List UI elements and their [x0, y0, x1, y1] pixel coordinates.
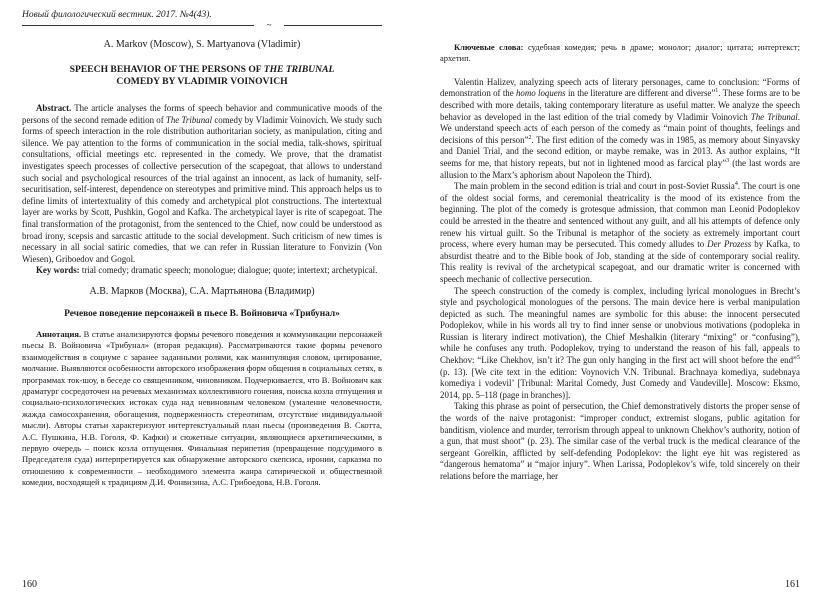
p1-italic1: homo loquens — [515, 88, 566, 99]
paragraph-3 — [440, 286, 800, 402]
keywords-label: Key words: — [36, 265, 80, 276]
keywords-ru — [440, 42, 800, 65]
footnote-ref-5: 5 — [797, 355, 800, 362]
keywords-text: trial comedy; dramatic speech; monologue; dialogue; quote; intertext; archetypical. — [79, 265, 378, 276]
p1-f: (the last words are allusion to the Marx’s aphorism about Napoleon the Third). — [440, 157, 800, 180]
annotation-text: В статье анализируются формы речевого поведения и коммуникации персонажей пьесы В. Войновича «Трибунал» (вторая редакция). Рассматриваются такие формы речевого взаимодействия в социуме с заранее заданными ролями, как манипуляция словом, цитирование, молчание. Выявляются особенности авторского изображения форм общения в социальных сетях, в программах ток-шоу, в беседе со священником, чиновником. Подчеркивается, что В. Войнович как драматург сосредоточен на речевых механизмах коллективного гонения, поиска козла отпущения и социально-психологических истоках суда над невиновным человеком (умаление человечности, жажда самосохранения, обогащения, подверженность стереотипам, отсутствие индивидуальной мысли). Авторы статьи характеризуют интертекстуальный план пьесы (произведения В. Скотта, А.С. Пушкина, Н.В. Гоголя, Ф. Кафки) и сюжетные ситуации, являющиеся архетипическими, в первую очередь – поиск козла отпущения. Финальная перипетия (превращение подсудимого в Председателя суда) интерпретируется как обнаружение авторского скепсиса, иронии, сарказма по отношению к современности – необходимого элемента жанра сатирической и общественной комедии, восходящей к традициям Д.И. Фонвизина, А.С. Грибоедова, Н.В. Гоголя. — [22, 328, 382, 488]
footnote-ref-2: 2 — [528, 134, 532, 141]
title-en-italic: THE TRIBUNAL — [263, 64, 335, 75]
left-page — [22, 0, 382, 609]
p2-italic: Der Prozess — [707, 239, 752, 250]
p1-italic2: The Tribunal — [750, 111, 798, 122]
header-ornament: ~ — [254, 20, 284, 30]
p1-c: . These forms are to be described with more details, taking contemporary literature as useful matter. We analyze the speech behavior as developed in the last edition of the trial comedy by Vladimir Voinovich — [440, 88, 800, 122]
annotation-ru — [22, 329, 382, 489]
p1-a: Valentin Halizev, analyzing speech acts of literary personages, came to conclusion: “Forms of demonstration of the — [440, 76, 800, 99]
title-en-part1: SPEECH BEHAVIOR OF THE PERSONS OF — [69, 64, 264, 75]
annotation-ru-block — [22, 329, 382, 489]
title-en-part2: COMEDY BY VLADIMIR VOINOVICH — [116, 76, 288, 87]
p3-b: (p. 13). [We cite text in the edition: Voynovich V.N. Tribunal. Brachnaya komediya, sudebnaya komediya i vodevil’ [Tribunal: Marital Comedy, Just Comedy and Vaudeville]. Moscow: Eksmo, 2014, pp. 5–118 (page in branches)]. — [440, 366, 800, 400]
running-header: Новый филологический вестник. 2017. №4(43). — [22, 10, 212, 20]
keywords-ru-label: Ключевые слова: — [454, 42, 524, 52]
footnote-ref-3: 3 — [726, 158, 730, 164]
abstract-text-a: The article analyses the forms of speech behavior and communicative moods of the persons of the second remade edition of — [22, 103, 382, 125]
right-page — [440, 0, 800, 609]
authors-ru: А.В. Марков (Москва), С.А. Мартьянова (Владимир) — [89, 285, 315, 297]
keywords-en — [22, 265, 382, 277]
p1-e: . The first edition of the comedy was in 1985, as memory about Sinyavsky and Daniel Trial, and the second edition, or maybe remake, was in 2013. As author explains, “It seems for me, that history repeats, but not in lightened mood as farcical play” — [440, 134, 800, 168]
footnote-ref-4: 4 — [734, 181, 738, 188]
header-rule — [22, 25, 382, 26]
p2-a: The main problem in the second edition is trial and court in post-Soviet Russia — [454, 181, 735, 192]
p1-b: in the literature are different and diverse” — [565, 88, 716, 99]
paragraph-1 — [440, 77, 800, 181]
abstract-italic: The Tribunal — [165, 114, 213, 125]
right-content — [440, 42, 800, 483]
abstract-en — [22, 103, 382, 265]
paragraph-2 — [440, 181, 800, 285]
keywords-ru-block — [440, 42, 800, 65]
page-number-left: 160 — [22, 579, 37, 590]
authors-en: A. Markov (Moscow), S. Martyanova (Vladimir) — [103, 39, 301, 50]
p1-d: . We understand speech acts of each person of the comedy as “main point of thoughts, feelings and decisions of this person” — [440, 111, 800, 145]
article-title-ru: Речевое поведение персонажей в пьесе В. Войновича «Трибунал» — [64, 308, 340, 319]
p3-a: The speech construction of the comedy is complex, including lyrical monologues in Brecht’s style and psychological monologues of the persons. The main device here is verbal manipulation depicted as such. The meaningful names are symbolic for this abuse: the innocent persecuted Podoplekov, while in his words all try to find inner sense or unobvious motivations (podopleka in Russian is literary indirect motivation), the Chief Meshalkin (literary “mixing” or “confusing”), while he confuses any truth. Podoplekov, trying to understand the reason of his fall, appeals to Chekhov: “Like Chekhov, isn’t it? The gun only hanging in the first act will shoot before the end” — [440, 285, 800, 366]
abstract-label: Abstract. — [36, 103, 72, 113]
article-title-en — [22, 64, 382, 88]
paragraph-4: Taking this phrase as point of persecution, the Chief demonstratively distorts the proper sense of the words of the naive protagonist: “improper conduct, extremist slogans, public agitation for banditism, violence and murder, terrorism through appeal to unknown Chekhov’s authority, notion of a gun, that must shoot” (p. 23). The similar case of the verbal truck is the medical clearance of the sergeant Gorelkin, afflicted by self-defending Podoplekov: the light eye hit was registered as “dangerous hematoma” и “major injury”. When Larissa, Podoplekov’s wife, told sincerely on their relations before the marriage, her — [440, 401, 800, 481]
footnote-ref-1: 1 — [715, 88, 719, 95]
page-number-right: 161 — [785, 579, 800, 590]
keywords-ru-text: судебная комедия; речь в драме; монолог; диалог; цитата; интертекст; архетип. — [440, 42, 800, 64]
abstract-text-b: comedy by Vladimir Voinovich. We study such forms of speech interaction in the role distribution authoritarian society, as manipulation, citing and silence. We pay attention to the forms of communication in the social media, talk-shows, spiritual consultations, official meetings etc. represented in the comedy. We prove, that the dramatist investigates speech processes of collective persecution of the scapegoat, that allows to understand such social and psychological resources of the trial against an innocent, as lack of humanity, self-securitisation, self-interest, dependence on stereotypes and primitive mind. This approach helps us to define limits of intertextuality of this comedy and archetypical plot constructions. The intertextual layer are works by Scott, Pushkin, Gogol and Kafka. The archetypical layer is rite of scapegoat. The final transformation of the protagonist, from the sentenced to the Chief, now could be understood as broad irony, scepsis and sarcastic attitude to the social development. Such criticism of new times is necessary in all social satiric comedies, that we can refer in Russian literature to Fonvizin (Von Wiesen), Griboedov and Gogol. — [22, 114, 382, 264]
p2-c: by Kafka, to absurdist theatre and to the Bible book of Job, standing at the side of contemporary social reality. This reality is revival of the archetypical scapegoat, and our dramatic writer is concerned with speech mechanic of collective persecution. — [440, 239, 800, 284]
left-content — [22, 39, 382, 489]
annotation-label: Аннотация. — [36, 328, 82, 339]
p2-b: . The court is one of the oldest social forms, and ceremonial theatricality is the mood of its existence from the beginning. The plot of the comedy is grotesque admission, that common man Leonid Podoplekov could be arrested in the theatre and sentenced without any guilt, and all his attempts of defence only renew his virtual guilt. So the Tribunal is metaphor of the society as extremely important court process, where every human may be persecuted. This comedy alludes to — [440, 181, 800, 250]
